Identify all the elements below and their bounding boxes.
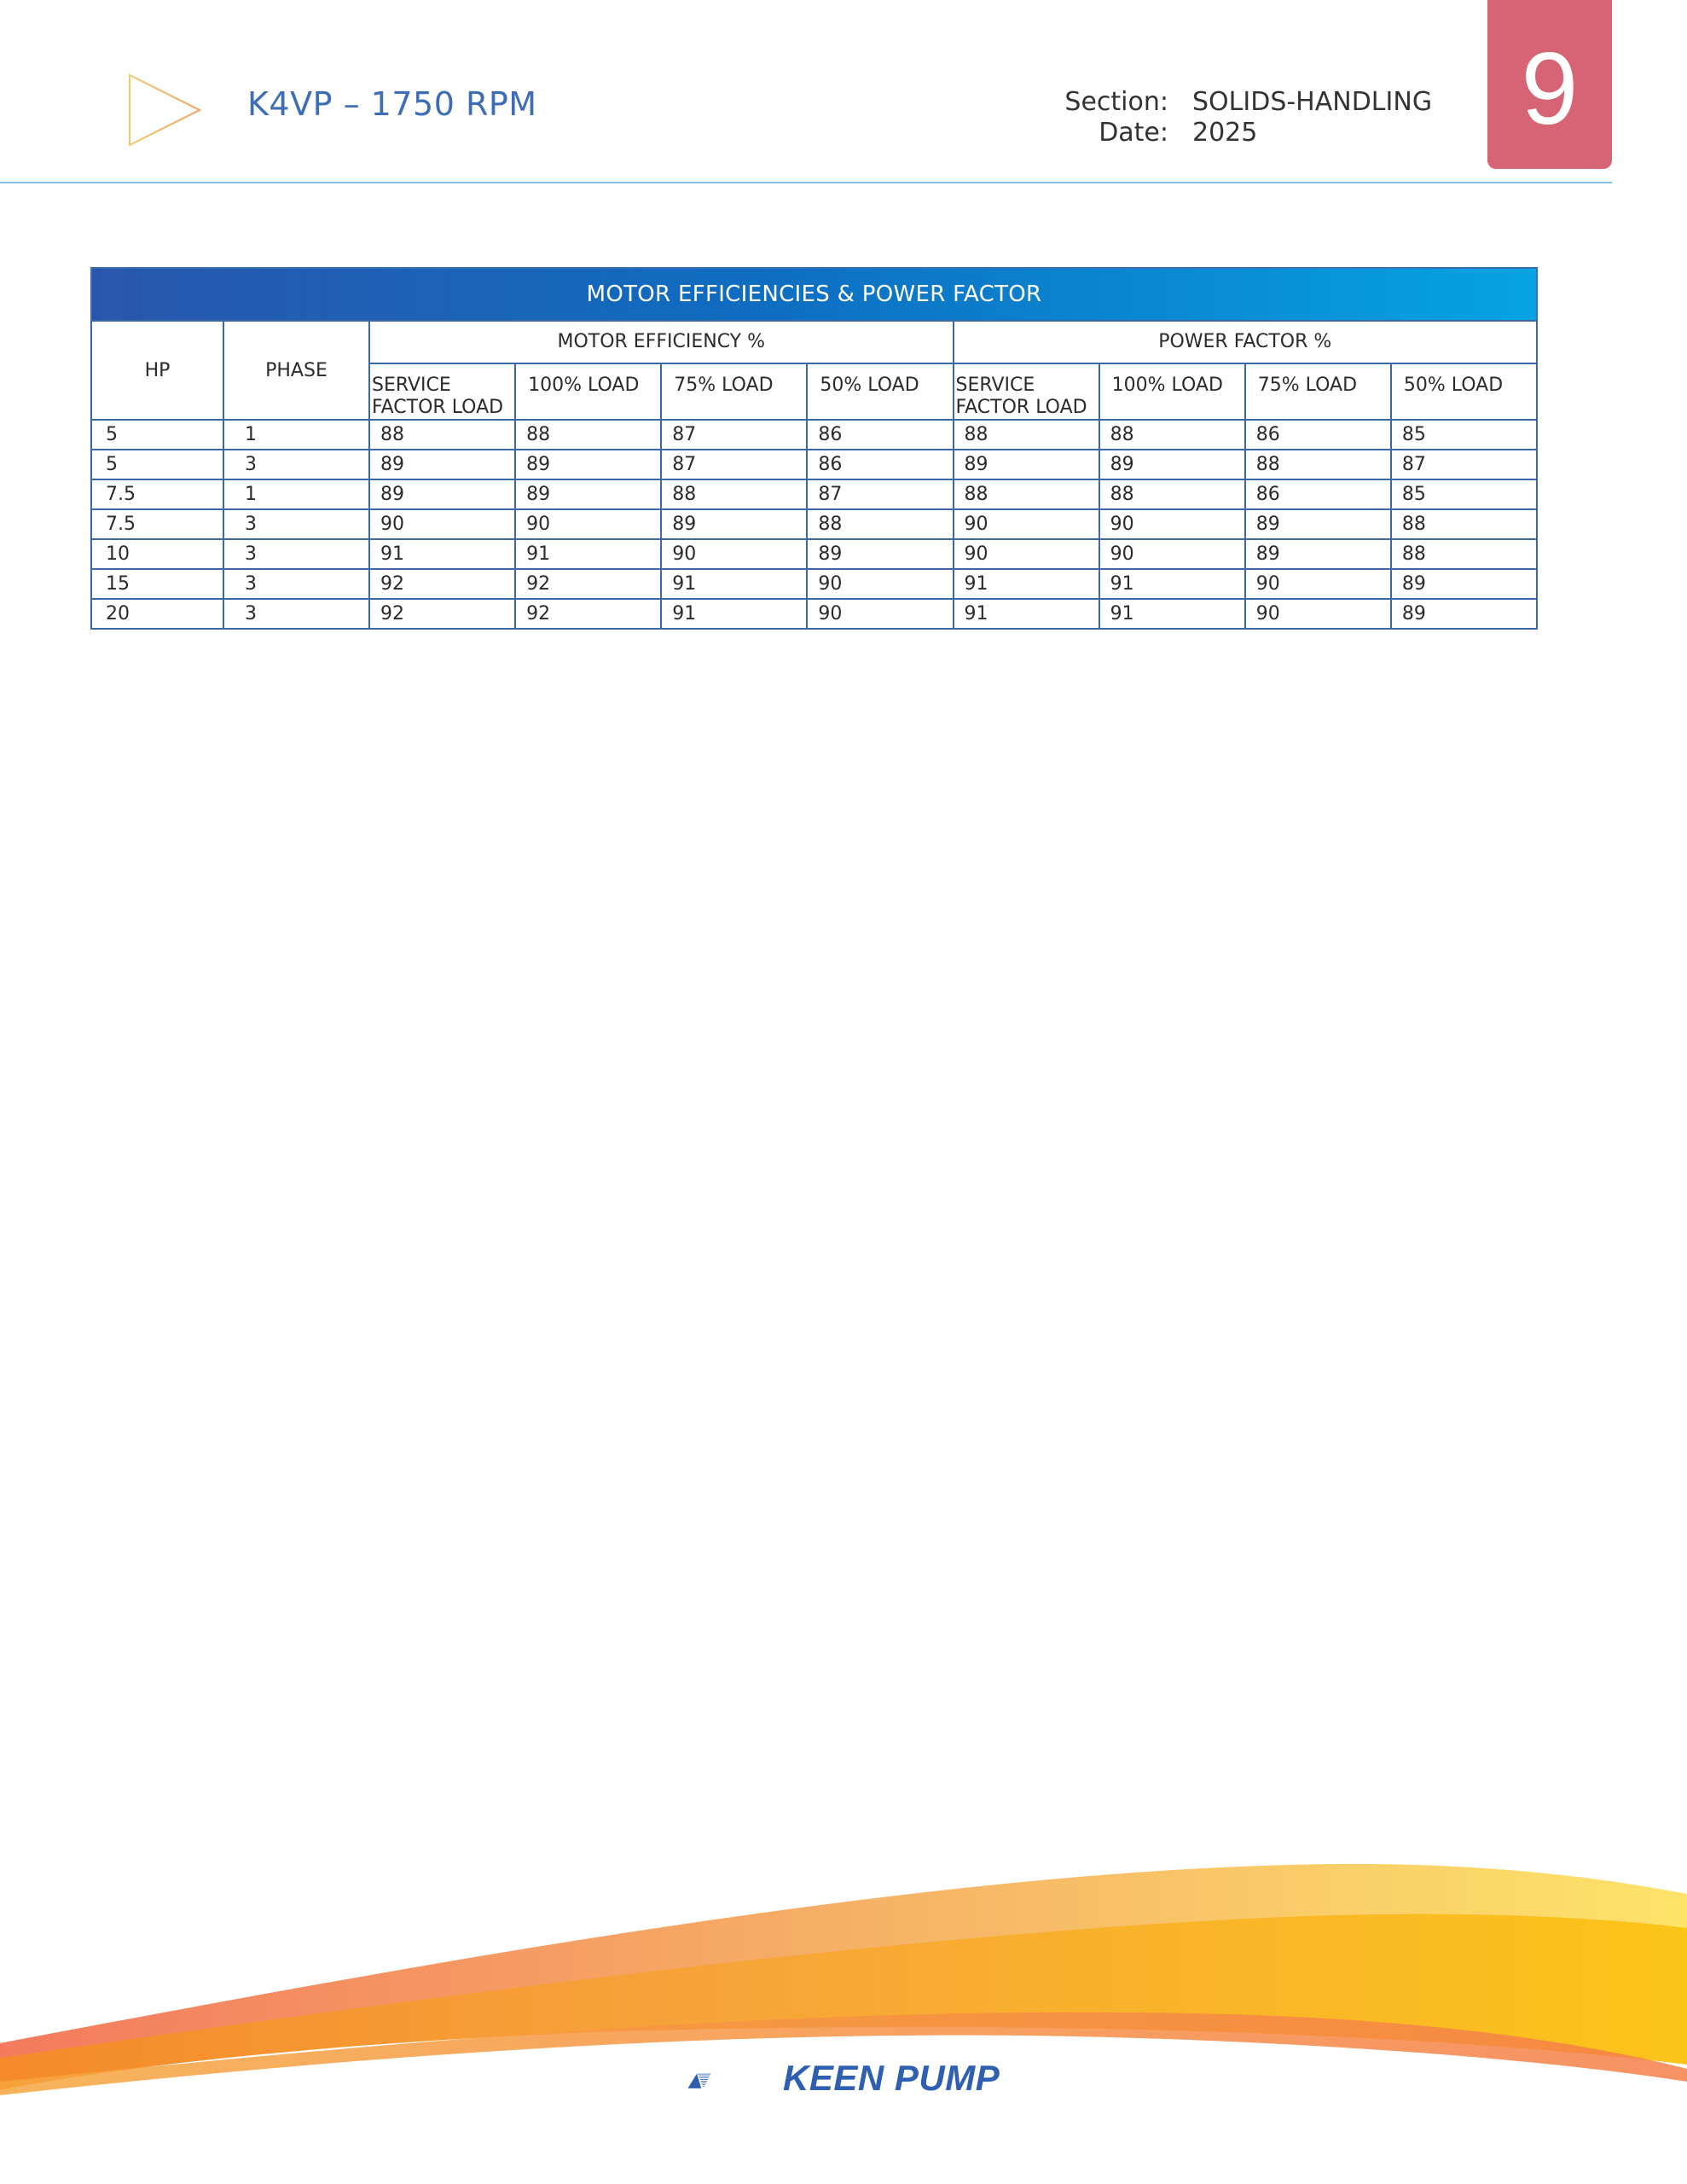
table-cell: 91 <box>954 599 1099 629</box>
table-cell: 91 <box>661 599 807 629</box>
table-cell: 88 <box>1099 420 1245 450</box>
group-header-power-factor: POWER FACTOR % <box>954 321 1538 363</box>
table-cell: 87 <box>807 479 953 509</box>
table-row <box>91 569 1537 599</box>
table-cell: 89 <box>807 539 953 569</box>
table-cell: 87 <box>661 420 807 450</box>
table-cell: 92 <box>515 569 661 599</box>
table-cell: 88 <box>515 420 661 450</box>
table-cell: 89 <box>1391 569 1537 599</box>
table-cell: 91 <box>515 539 661 569</box>
page-number-badge: 9 <box>1487 0 1612 169</box>
column-header-pf-75: 75% LOAD <box>1245 363 1391 420</box>
table-cell: 92 <box>369 569 515 599</box>
table-row <box>91 599 1537 629</box>
table-cell: 88 <box>954 479 1099 509</box>
table-cell: 15 <box>91 569 223 599</box>
table-cell: 3 <box>223 539 369 569</box>
table-cell: 88 <box>954 420 1099 450</box>
column-header-phase: PHASE <box>223 321 369 420</box>
table-cell: 90 <box>954 509 1099 539</box>
date-value: 2025 <box>1192 118 1258 148</box>
table-cell: 90 <box>954 539 1099 569</box>
table-cell: 90 <box>1099 509 1245 539</box>
table-cell: 90 <box>1099 539 1245 569</box>
table-cell: 90 <box>1245 599 1391 629</box>
table-cell: 88 <box>1391 539 1537 569</box>
date-label: Date: <box>1099 118 1168 148</box>
table-cell: 91 <box>369 539 515 569</box>
table-cell: 89 <box>954 450 1099 479</box>
table-cell: 5 <box>91 450 223 479</box>
service-label-line2: FACTOR LOAD <box>372 397 504 418</box>
table-cell: 90 <box>515 509 661 539</box>
table-cell: 90 <box>807 569 953 599</box>
table-cell: 89 <box>1391 599 1537 629</box>
table-cell: 86 <box>807 420 953 450</box>
document-title: K4VP – 1750 RPM <box>247 85 537 123</box>
column-header-pf-50: 50% LOAD <box>1391 363 1537 420</box>
table-cell: 91 <box>661 569 807 599</box>
column-header-eff-service-factor <box>369 363 515 420</box>
table-cell: 89 <box>1099 450 1245 479</box>
table-cell: 89 <box>1245 539 1391 569</box>
motor-efficiency-table <box>90 267 1538 630</box>
table-row <box>91 420 1537 450</box>
table-cell: 87 <box>661 450 807 479</box>
table-cell: 1 <box>223 420 369 450</box>
group-header-motor-efficiency: MOTOR EFFICIENCY % <box>369 321 954 363</box>
data-table <box>90 320 1538 630</box>
column-header-pf-100: 100% LOAD <box>1099 363 1245 420</box>
table-cell: 86 <box>807 450 953 479</box>
brand-name: KEEN PUMP <box>783 2058 1000 2098</box>
table-row <box>91 509 1537 539</box>
table-cell: 3 <box>223 450 369 479</box>
table-cell: 88 <box>1099 479 1245 509</box>
table-cell: 92 <box>515 599 661 629</box>
table-cell: 1 <box>223 479 369 509</box>
table-cell: 89 <box>661 509 807 539</box>
table-cell: 90 <box>1245 569 1391 599</box>
section-value: SOLIDS-HANDLING <box>1192 87 1433 117</box>
table-cell: 90 <box>661 539 807 569</box>
meta-labels <box>1058 87 1168 148</box>
table-cell: 92 <box>369 599 515 629</box>
table-cell: 91 <box>954 569 1099 599</box>
column-header-eff-100: 100% LOAD <box>515 363 661 420</box>
table-cell: 7.5 <box>91 509 223 539</box>
column-header-eff-75: 75% LOAD <box>661 363 807 420</box>
service-label-line2: FACTOR LOAD <box>955 397 1087 418</box>
table-cell: 86 <box>1245 479 1391 509</box>
table-cell: 88 <box>807 509 953 539</box>
table-cell: 88 <box>661 479 807 509</box>
column-header-eff-50: 50% LOAD <box>807 363 953 420</box>
table-cell: 85 <box>1391 420 1537 450</box>
header-logo-icon <box>126 72 203 148</box>
table-cell: 91 <box>1099 599 1245 629</box>
table-cell: 89 <box>515 479 661 509</box>
column-header-pf-service-factor <box>954 363 1099 420</box>
table-cell: 85 <box>1391 479 1537 509</box>
table-cell: 89 <box>515 450 661 479</box>
table-row <box>91 539 1537 569</box>
table-cell: 3 <box>223 509 369 539</box>
table-cell: 3 <box>223 599 369 629</box>
table-cell: 91 <box>1099 569 1245 599</box>
section-label: Section: <box>1064 87 1168 117</box>
table-cell: 86 <box>1245 420 1391 450</box>
table-cell: 88 <box>369 420 515 450</box>
table-cell: 3 <box>223 569 369 599</box>
table-cell: 87 <box>1391 450 1537 479</box>
keen-pump-logo-icon <box>687 2048 781 2116</box>
service-label-line1: SERVICE <box>955 375 1035 396</box>
service-label-line1: SERVICE <box>372 375 451 396</box>
table-cell: 88 <box>1245 450 1391 479</box>
meta-values <box>1192 87 1432 148</box>
table-cell: 90 <box>369 509 515 539</box>
table-cell: 20 <box>91 599 223 629</box>
table-row <box>91 479 1537 509</box>
table-cell: 7.5 <box>91 479 223 509</box>
table-cell: 90 <box>807 599 953 629</box>
column-header-hp: HP <box>91 321 223 420</box>
table-banner: MOTOR EFFICIENCIES & POWER FACTOR <box>90 267 1538 320</box>
table-row <box>91 450 1537 479</box>
table-cell: 89 <box>1245 509 1391 539</box>
table-cell: 89 <box>369 479 515 509</box>
table-cell: 10 <box>91 539 223 569</box>
table-cell: 89 <box>369 450 515 479</box>
header-divider <box>0 182 1612 183</box>
table-cell: 88 <box>1391 509 1537 539</box>
table-cell: 5 <box>91 420 223 450</box>
